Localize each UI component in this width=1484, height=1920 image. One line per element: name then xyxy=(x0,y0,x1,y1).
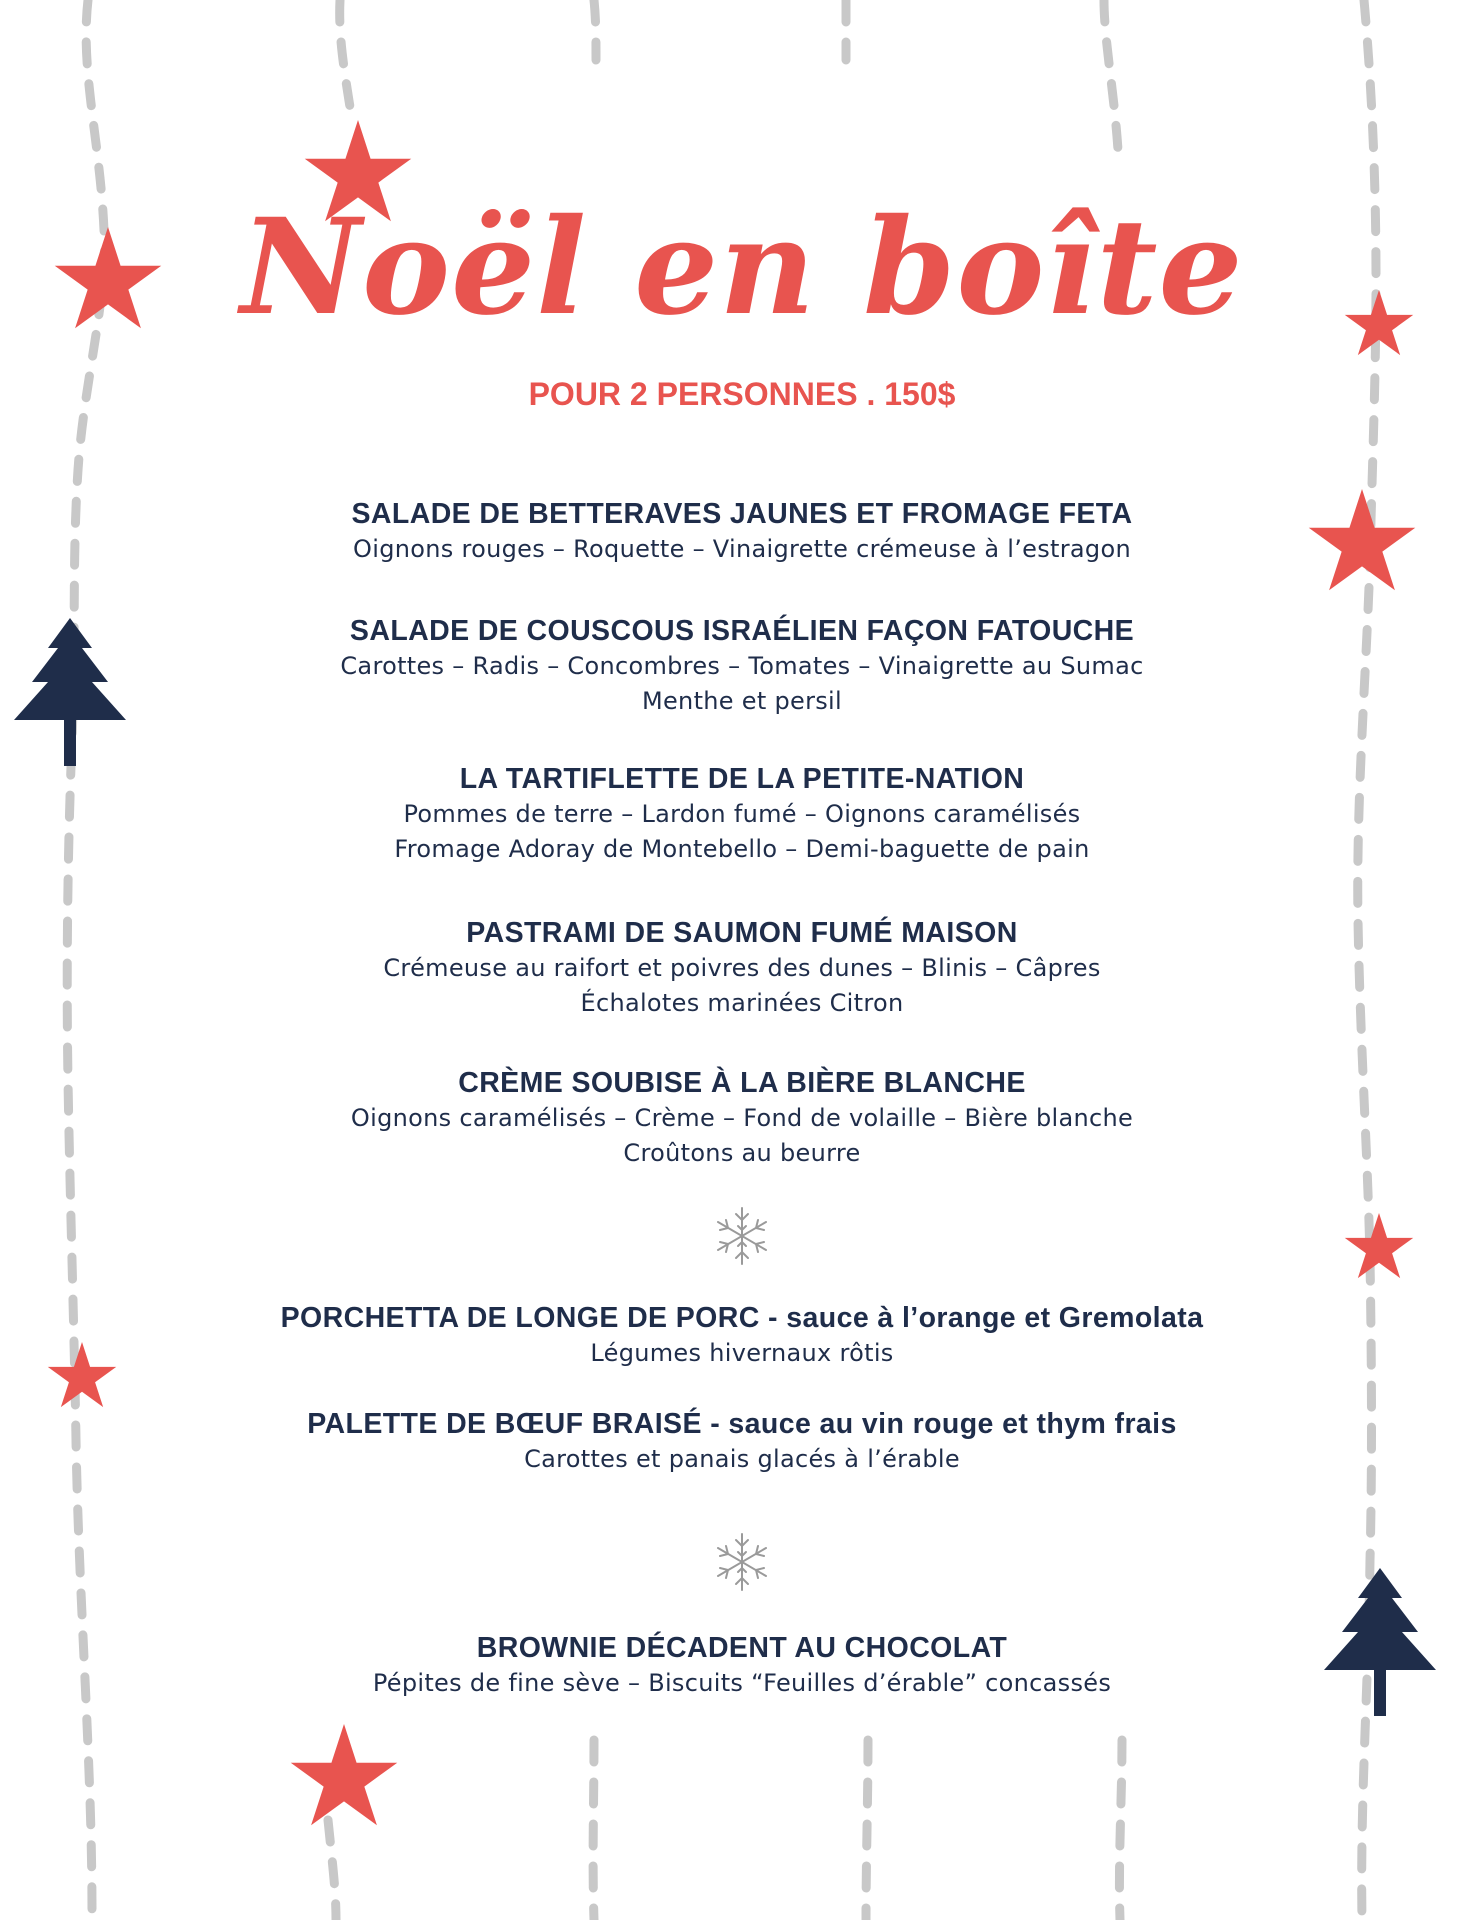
dish-item xyxy=(0,1407,1484,1477)
dish-description: Oignons caramélisés – Crème – Fond de volaille – Bière blanche xyxy=(350,1104,1134,1132)
page-subtitle: POUR 2 PERSONNES . 150$ xyxy=(528,376,956,412)
dish-title: PASTRAMI DE SAUMON FUMÉ MAISON xyxy=(466,917,1018,949)
dish-item xyxy=(0,497,1484,567)
dish-description: Pépites de fine sève – Biscuits “Feuilles d’érable” concassés xyxy=(372,1669,1112,1697)
dish-name xyxy=(0,916,1484,951)
dish-description: Légumes hivernaux rôtis xyxy=(590,1339,894,1367)
dish-name xyxy=(0,1407,1484,1442)
dish-item xyxy=(0,916,1484,1021)
dish-name xyxy=(0,1631,1484,1666)
dish-title: PALETTE DE BŒUF BRAISÉ xyxy=(307,1408,711,1440)
dish-description: Carottes – Radis – Concombres – Tomates – Vinaigrette au Sumac xyxy=(340,652,1144,680)
dish-description: Pommes de terre – Lardon fumé – Oignons caramélisés xyxy=(403,800,1081,828)
dish-title: SALADE DE BETTERAVES JAUNES ET FROMAGE FETA xyxy=(351,498,1133,530)
dish-name xyxy=(0,614,1484,649)
dish-description: Croûtons au beurre xyxy=(623,1139,861,1167)
dish-name xyxy=(0,1066,1484,1101)
dish-title: BROWNIE DÉCADENT AU CHOCOLAT xyxy=(476,1632,1008,1664)
dish-name xyxy=(0,1301,1484,1336)
dish-title: PORCHETTA DE LONGE DE PORC xyxy=(280,1302,769,1334)
dish-title: SALADE DE COUSCOUS ISRAÉLIEN FAÇON FATOUCHE xyxy=(349,615,1135,647)
dish-item xyxy=(0,614,1484,719)
dish-description: Menthe et persil xyxy=(641,687,842,715)
dish-name xyxy=(0,762,1484,797)
dish-item xyxy=(0,1301,1484,1371)
dish-title: CRÈME SOUBISE À LA BIÈRE BLANCHE xyxy=(458,1067,1026,1099)
dish-description: Crémeuse au raifort et poivres des dunes – Blinis – Câpres xyxy=(383,954,1101,982)
dish-item xyxy=(0,762,1484,867)
page-title: Noël en boîte xyxy=(240,190,1244,345)
dish-name xyxy=(0,497,1484,532)
dish-item xyxy=(0,1631,1484,1701)
dish-description: Échalotes marinées Citron xyxy=(580,989,904,1017)
dish-sauce: - sauce au vin rouge et thym frais xyxy=(710,1408,1177,1440)
dish-sauce: - sauce à l’orange et Gremolata xyxy=(768,1302,1204,1334)
dish-description: Carottes et panais glacés à l’érable xyxy=(524,1445,960,1473)
dish-item xyxy=(0,1066,1484,1171)
dish-title: LA TARTIFLETTE DE LA PETITE-NATION xyxy=(459,763,1025,795)
dish-description: Fromage Adoray de Montebello – Demi-baguette de pain xyxy=(394,835,1090,863)
dish-description: Oignons rouges – Roquette – Vinaigrette crémeuse à l’estragon xyxy=(353,535,1131,563)
